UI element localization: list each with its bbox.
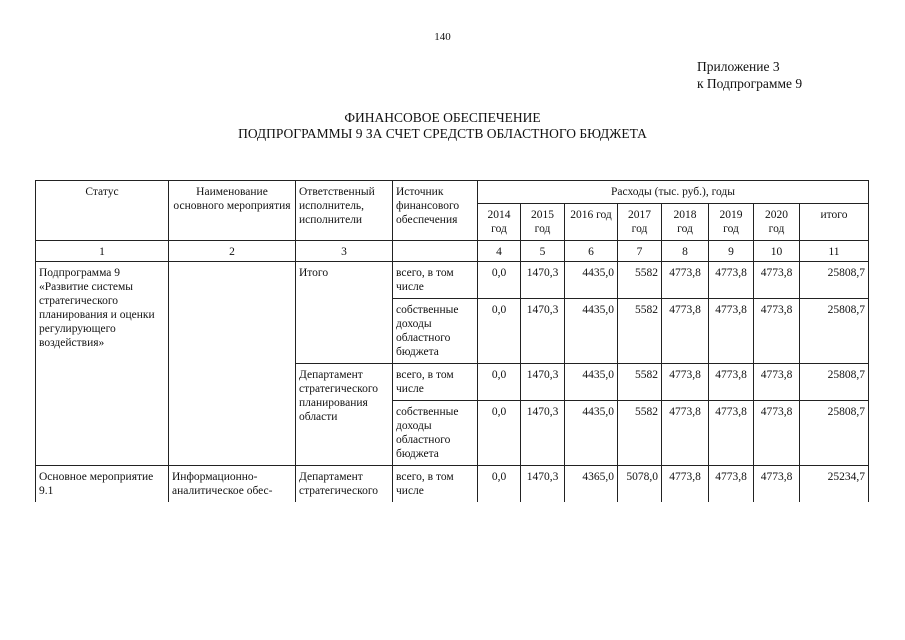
table-row [36, 466, 869, 503]
value-cell: 4773,8 [709, 299, 754, 364]
header-year: 2014 год [478, 204, 521, 241]
value-cell: 4773,8 [754, 466, 800, 503]
value-cell: 5582 [618, 364, 662, 401]
value-cell: 0,0 [478, 401, 521, 466]
value-cell: 4773,8 [662, 401, 709, 466]
header-year: 2018 год [662, 204, 709, 241]
value-cell: 5582 [618, 262, 662, 299]
value-cell: 5582 [618, 401, 662, 466]
status-cell: Основное мероприятие 9.1 [36, 466, 169, 503]
responsible-cell: Итого [296, 262, 393, 364]
value-cell: 4773,8 [754, 299, 800, 364]
column-number: 8 [662, 241, 709, 262]
appendix-line-2: к Подпрограмме 9 [697, 76, 803, 91]
column-number: 6 [565, 241, 618, 262]
header-year: 2016 год [565, 204, 618, 241]
source-cell: всего, в том числе [393, 466, 478, 503]
name-cell [169, 262, 296, 466]
header-status: Статус [36, 181, 169, 241]
appendix-line-1: Приложение 3 [697, 59, 780, 74]
source-cell: всего, в том числе [393, 262, 478, 299]
responsible-cell: Департамент стратегического планирования области [296, 364, 393, 466]
column-number: 5 [521, 241, 565, 262]
value-cell: 4773,8 [754, 262, 800, 299]
financing-table [35, 180, 869, 502]
column-number: 9 [709, 241, 754, 262]
source-cell: всего, в том числе [393, 364, 478, 401]
column-number: 4 [478, 241, 521, 262]
total-cell: 25808,7 [800, 364, 869, 401]
name-cell: Информационно-аналитическое обес- [169, 466, 296, 503]
source-cell: собственные доходы областного бюджета [393, 401, 478, 466]
value-cell: 4773,8 [662, 466, 709, 503]
document-title [0, 110, 885, 142]
value-cell: 0,0 [478, 262, 521, 299]
total-cell: 25808,7 [800, 401, 869, 466]
value-cell: 4773,8 [662, 299, 709, 364]
header-year: 2015 год [521, 204, 565, 241]
appendix-caption [697, 58, 802, 92]
column-number: 3 [296, 241, 393, 262]
value-cell: 1470,3 [521, 262, 565, 299]
total-cell: 25808,7 [800, 299, 869, 364]
column-number-row [36, 241, 869, 262]
total-cell: 25808,7 [800, 262, 869, 299]
value-cell: 4773,8 [662, 262, 709, 299]
value-cell: 4773,8 [709, 364, 754, 401]
column-number: 1 [36, 241, 169, 262]
column-number: 10 [754, 241, 800, 262]
header-row-1 [36, 181, 869, 204]
value-cell: 4773,8 [662, 364, 709, 401]
value-cell: 0,0 [478, 364, 521, 401]
value-cell: 5582 [618, 299, 662, 364]
value-cell: 1470,3 [521, 466, 565, 503]
page-number: 140 [434, 31, 451, 43]
header-responsible: Ответственный исполнитель, исполнители [296, 181, 393, 241]
column-number: 11 [800, 241, 869, 262]
column-number [393, 241, 478, 262]
responsible-cell: Департамент стратегического [296, 466, 393, 503]
value-cell: 4773,8 [709, 401, 754, 466]
total-cell: 25234,7 [800, 466, 869, 503]
value-cell: 4365,0 [565, 466, 618, 503]
header-year: 2020 год [754, 204, 800, 241]
value-cell: 4773,8 [754, 401, 800, 466]
header-total: итого [800, 204, 869, 241]
value-cell: 1470,3 [521, 364, 565, 401]
value-cell: 0,0 [478, 466, 521, 503]
table-row [36, 262, 869, 299]
header-year: 2017 год [618, 204, 662, 241]
value-cell: 4435,0 [565, 262, 618, 299]
source-cell: собственные доходы областного бюджета [393, 299, 478, 364]
value-cell: 4435,0 [565, 364, 618, 401]
header-source: Источник финансового обеспечения [393, 181, 478, 241]
value-cell: 1470,3 [521, 299, 565, 364]
status-cell: Подпрограмма 9 «Развитие системы стратегического планирования и оценки регулирующего воздействия» [36, 262, 169, 466]
value-cell: 4773,8 [754, 364, 800, 401]
document-title-line-1: ФИНАНСОВОЕ ОБЕСПЕЧЕНИЕ [344, 110, 541, 125]
header-name: Наименование основного мероприятия [169, 181, 296, 241]
value-cell: 4435,0 [565, 299, 618, 364]
value-cell: 4435,0 [565, 401, 618, 466]
value-cell: 4773,8 [709, 466, 754, 503]
column-number: 7 [618, 241, 662, 262]
value-cell: 4773,8 [709, 262, 754, 299]
document-title-line-2: ПОДПРОГРАММЫ 9 ЗА СЧЕТ СРЕДСТВ ОБЛАСТНОГО БЮДЖЕТА [238, 126, 647, 141]
header-year: 2019 год [709, 204, 754, 241]
value-cell: 0,0 [478, 299, 521, 364]
column-number: 2 [169, 241, 296, 262]
value-cell: 5078,0 [618, 466, 662, 503]
header-expenses: Расходы (тыс. руб.), годы [478, 181, 869, 204]
value-cell: 1470,3 [521, 401, 565, 466]
